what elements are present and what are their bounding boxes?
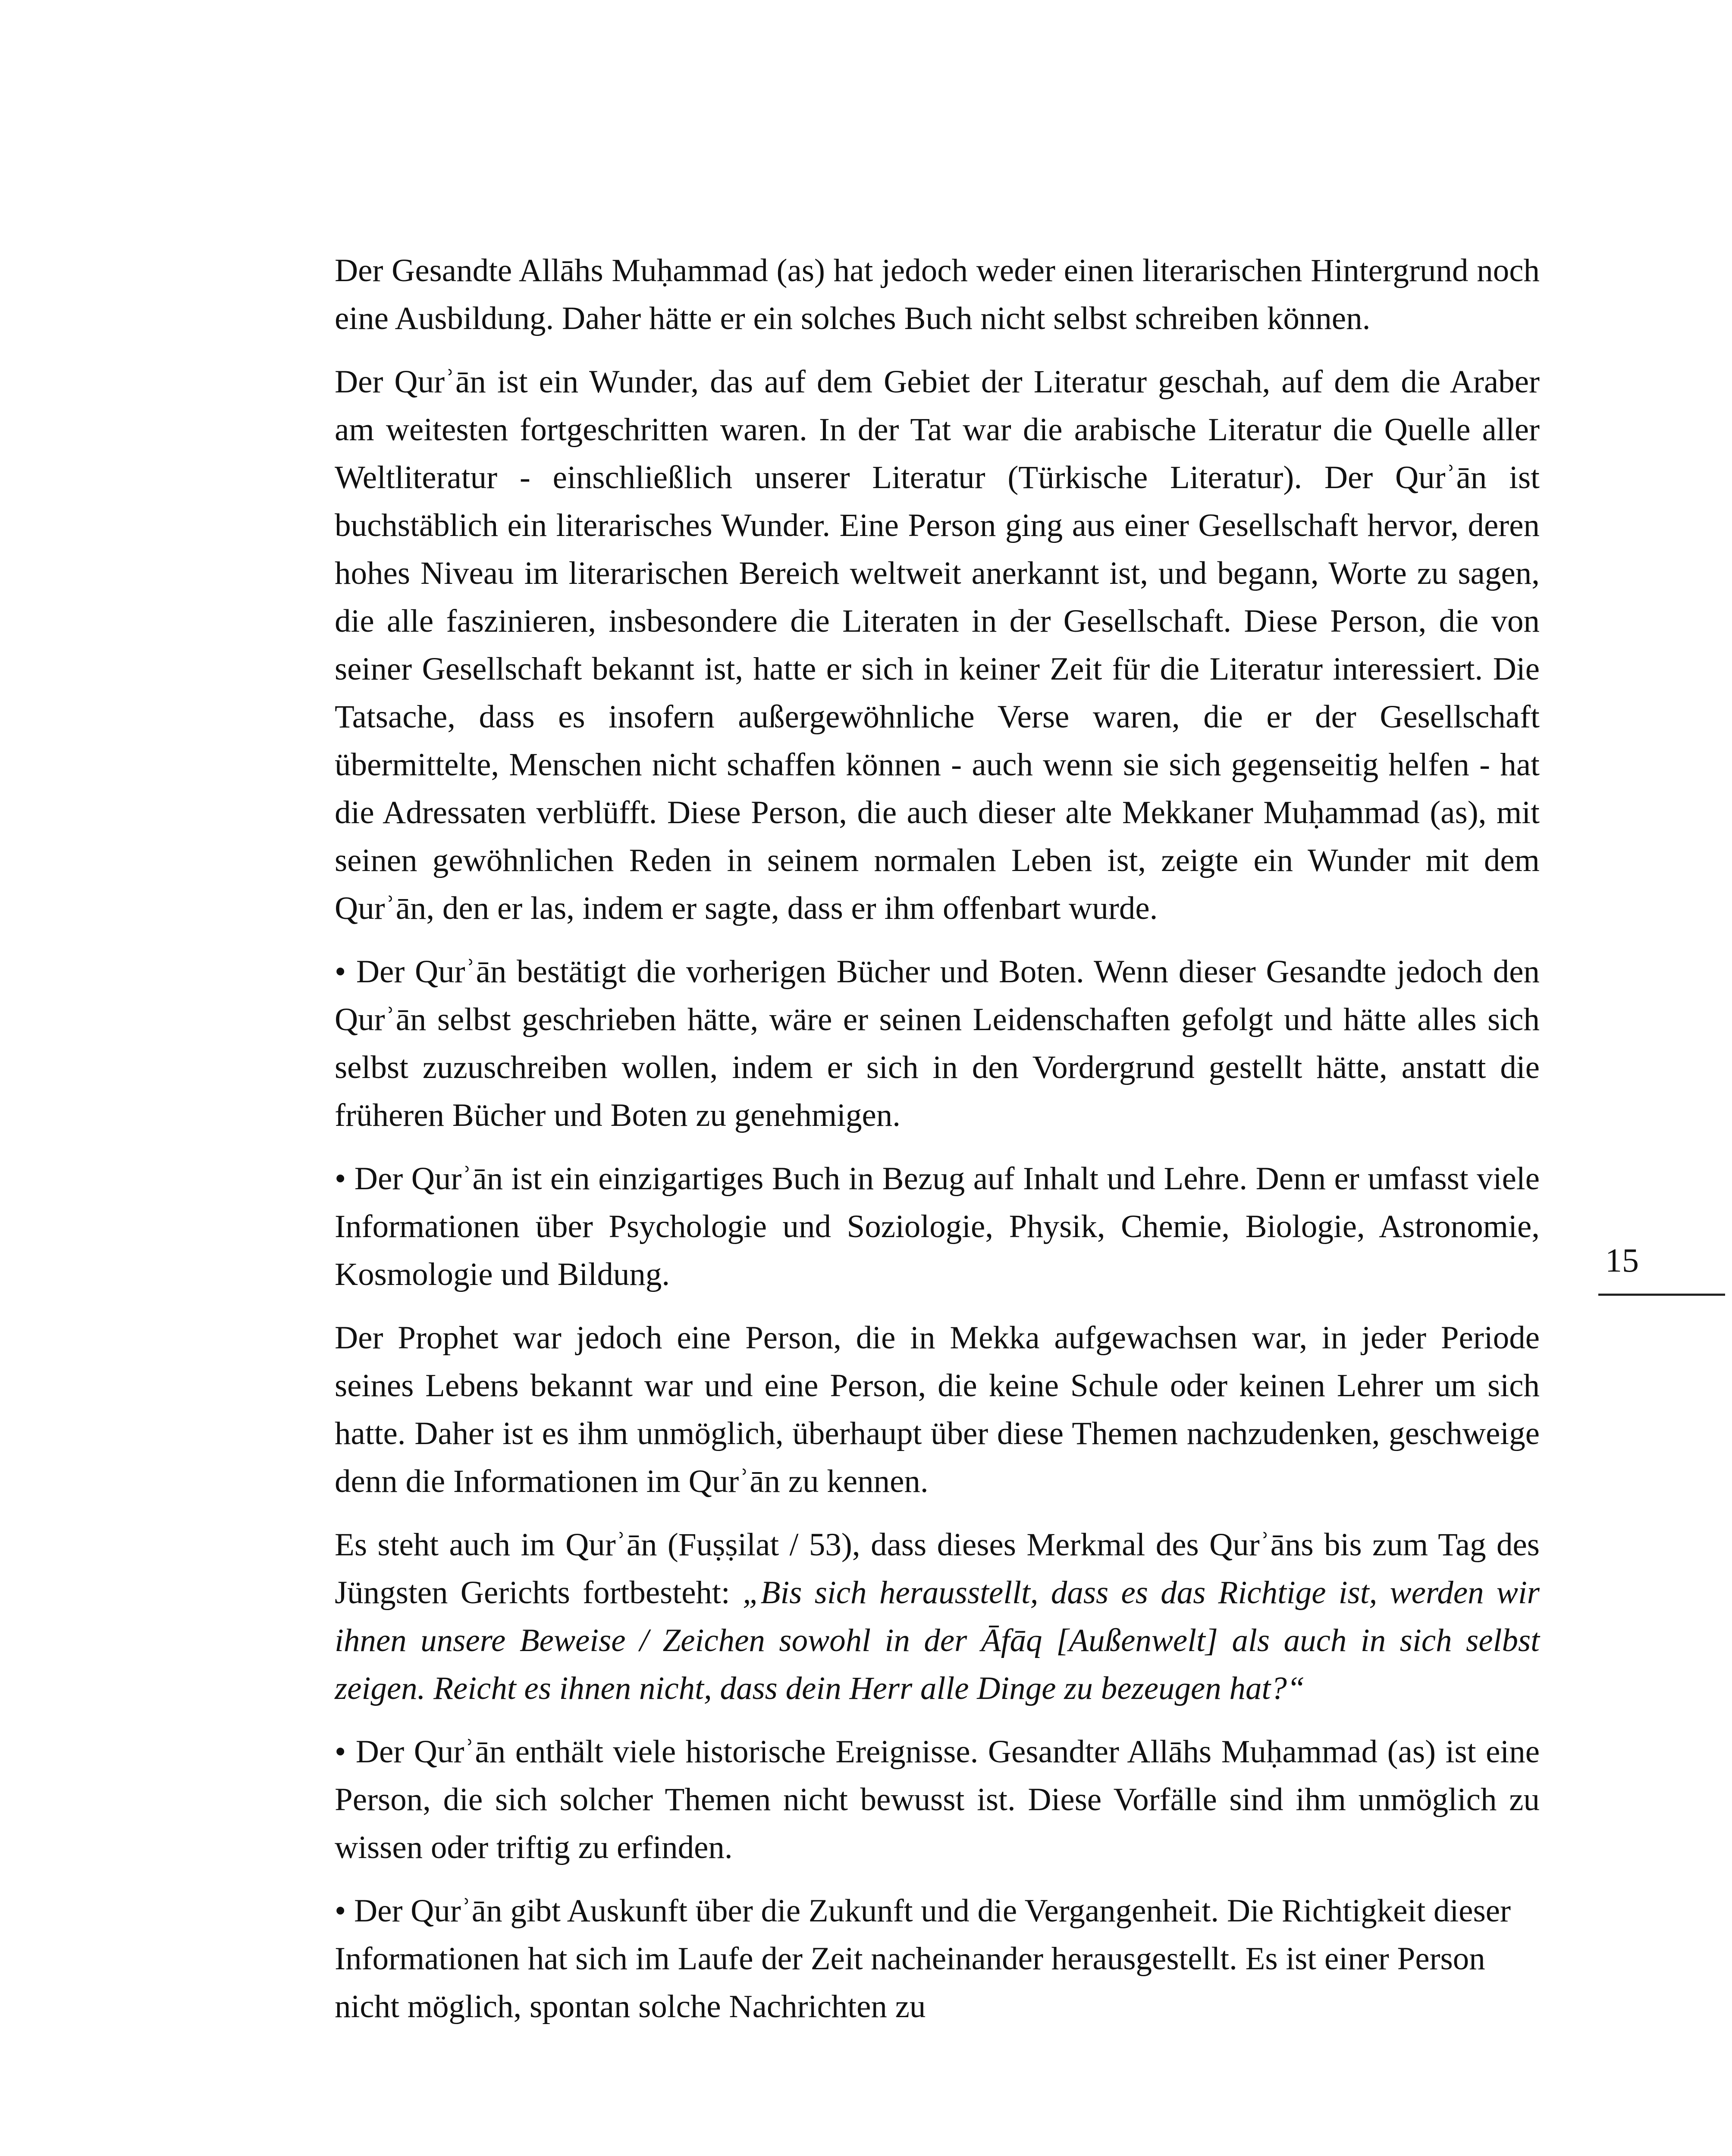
body-text <box>335 247 1540 2031</box>
fussilat-quote: „Bis sich herausstellt, dass es das Richtige ist, werden wir ihnen unsere Beweise / Zeichen sowohl in der Āfāq [Außenwelt] als auch in sich selbst zeigen. Reicht es ihnen nicht, dass dein Herr alle Dinge zu bezeugen hat?“ <box>335 1575 1540 1706</box>
page-number-rule <box>1598 1294 1725 1296</box>
page-number: 15 <box>1605 1241 1639 1279</box>
bullet-confirms-previous-books: • Der Qurʾān bestätigt die vorherigen Bücher und Boten. Wenn dieser Gesandte jedoch den Qurʾān selbst geschrieben hätte, wäre er seinen Leidenschaften gefolgt und hätte alles sich selbst zuzuschreiben wollen, indem er sich in den Vordergrund gestellt hätte, anstatt die früheren Bücher und Boten zu genehmigen. <box>335 954 1540 1133</box>
paragraph-fussilat-quote <box>335 1521 1540 1712</box>
paragraph-literary-miracle: Der Qurʾān ist ein Wunder, das auf dem Gebiet der Literatur geschah, auf dem die Araber am weitesten fortgeschritten waren. In der Tat war die arabische Literatur die Quelle aller Weltliteratur - einschließlich unserer Literatur (Türkische Literatur). Der Qurʾān ist buchstäblich ein literarisches Wunder. Eine Person ging aus einer Gesellschaft hervor, deren hohes Niveau im literarischen Bereich weltweit anerkannt ist, und begann, Worte zu sagen, die alle faszinieren, insbesondere die Literaten in der Gesellschaft. Diese Person, die von seiner Gesellschaft bekannt ist, hatte er sich in keiner Zeit für die Literatur interessiert. Die Tatsache, dass es insofern außergewöhnliche Verse waren, die er der Gesellschaft übermittelte, Menschen nicht schaffen können - auch wenn sie sich gegenseitig helfen - hat die Adressaten verblüfft. Diese Person, die auch dieser alte Mekkaner Muḥammad (as), mit seinen gewöhnlichen Reden in seinem normalen Leben ist, zeigte ein Wunder mit dem Qurʾān, den er las, indem er sagte, dass er ihm offenbart wurde. <box>335 364 1540 926</box>
bullet-unique-content: • Der Qurʾān ist ein einzigartiges Buch in Bezug auf Inhalt und Lehre. Denn er umfasst viele Informationen über Psychologie und Soziologie, Physik, Chemie, Biologie, Astronomie, Kosmologie und Bildung. <box>335 1161 1540 1292</box>
bullet-historical-events: • Der Qurʾān enthält viele historische Ereignisse. Gesandter Allāhs Muḥammad (as) ist eine Person, die sich solcher Themen nicht bewusst ist. Diese Vorfälle sind ihm unmöglich zu wissen oder triftig zu erfinden. <box>335 1734 1540 1865</box>
paragraph-fussilat-intro: Es steht auch im Qurʾān (Fuṣṣilat / 53), dass dieses Merkmal des Qurʾāns bis zum Tag des Jüngsten Gerichts fortbesteht: <box>335 1527 1540 1611</box>
paragraph-background: Der Gesandte Allāhs Muḥammad (as) hat jedoch weder einen literarischen Hintergrund noch eine Ausbildung. Daher hätte er ein solches Buch nicht selbst schreiben können. <box>335 253 1540 336</box>
bullet-future-and-past: • Der Qurʾān gibt Auskunft über die Zukunft und die Vergangenheit. Die Richtigkeit dieser Informationen hat sich im Laufe der Zeit nacheinander herausgestellt. Es ist einer Person nicht möglich, spontan solche Nachrichten zu <box>335 1893 1511 2024</box>
paragraph-prophet-in-mecca: Der Prophet war jedoch eine Person, die in Mekka aufgewachsen war, in jeder Periode seines Lebens bekannt war und eine Person, die keine Schule oder keinen Lehrer um sich hatte. Daher ist es ihm unmöglich, überhaupt über diese Themen nachzudenken, geschweige denn die Informationen im Qurʾān zu kennen. <box>335 1320 1540 1499</box>
